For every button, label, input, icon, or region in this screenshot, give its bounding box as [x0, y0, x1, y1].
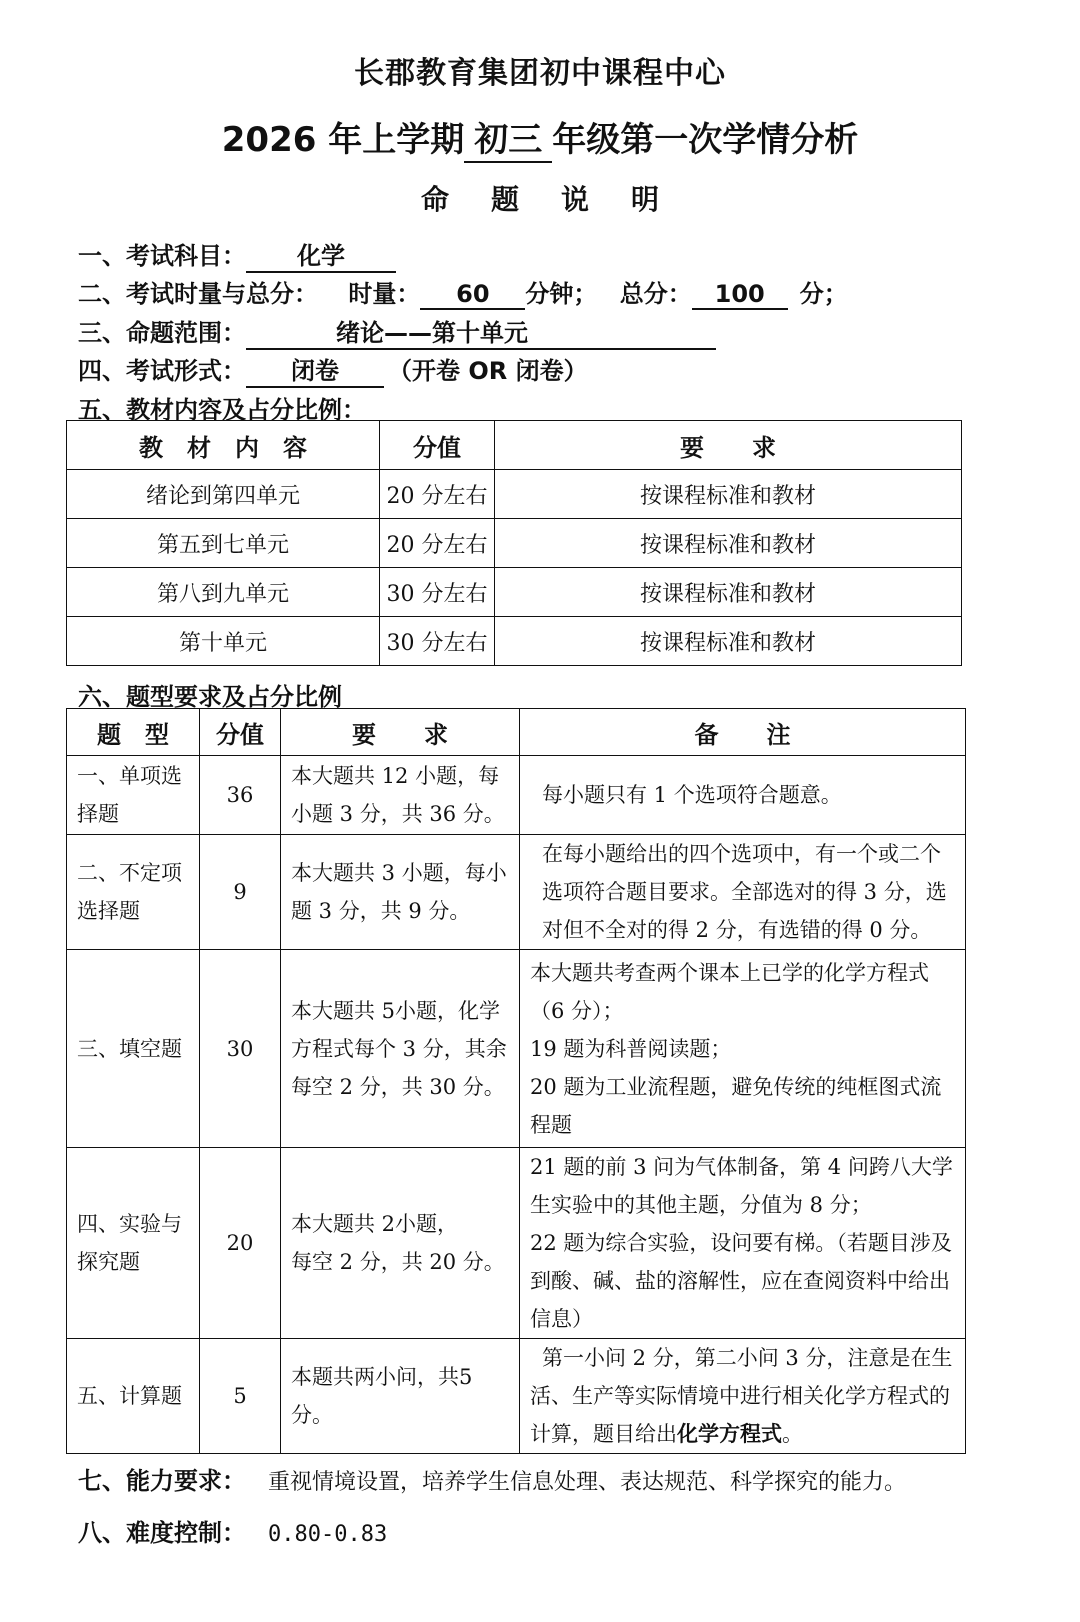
- cell-requirement: 按课程标准和教材: [495, 617, 962, 666]
- total-word: 总分：: [619, 280, 692, 308]
- table-row: [67, 950, 966, 1148]
- doc-title-char: 命: [420, 183, 449, 216]
- table-header-row: [67, 709, 966, 756]
- note-bold: 化学方程式: [677, 1421, 782, 1446]
- cell-score: 20 分左右: [380, 519, 495, 568]
- cell-score: 30: [200, 950, 281, 1148]
- header-requirement: 要 求: [495, 421, 962, 470]
- header-score: 分值: [200, 709, 281, 756]
- cell-score: 30 分左右: [380, 617, 495, 666]
- form-note: （开卷 OR 闭卷）: [388, 357, 588, 385]
- cell-type: 三、填空题: [67, 950, 200, 1148]
- time-line: [78, 274, 848, 310]
- cell-score: 30 分左右: [380, 568, 495, 617]
- note-text: 第一小问 2 分，第二小问 3 分，注意是在生活、生产等实际情境中进行相关化学方程式的计算，题目给出: [530, 1346, 953, 1446]
- exam-title: [0, 112, 1080, 163]
- time-unit: 分钟；: [525, 280, 598, 308]
- cell-content: 绪论到第四单元: [67, 470, 380, 519]
- table-row: [67, 617, 962, 666]
- exam-grade: 初三: [464, 112, 552, 163]
- cell-score: 9: [200, 835, 281, 950]
- cell-score: 5: [200, 1339, 281, 1454]
- time-word: 时量：: [348, 280, 421, 308]
- cell-type: 一、单项选择题: [67, 756, 200, 835]
- cell-note: 每小题只有 1 个选项符合题意。: [520, 756, 966, 835]
- cell-content: 第五到七单元: [67, 519, 380, 568]
- header-score: 分值: [380, 421, 495, 470]
- header-requirement: 要 求: [281, 709, 520, 756]
- note-line: 20 题为工业流程题，避免传统的纯框图式流程题: [530, 1074, 942, 1137]
- cell-requirement: [281, 1148, 520, 1339]
- table-row: [67, 1339, 966, 1454]
- cell-type: 五、计算题: [67, 1339, 200, 1454]
- cell-requirement: 本大题共 5小题，化学方程式每个 3 分，其余每空 2 分，共 30 分。: [281, 950, 520, 1148]
- cell-score: 20 分左右: [380, 470, 495, 519]
- cell-requirement: 本题共两小问，共5分。: [281, 1339, 520, 1454]
- table-row: [67, 568, 962, 617]
- question-type-table: [66, 708, 966, 1454]
- table-row: [67, 519, 962, 568]
- section6-title: 六、题型要求及占分比例: [78, 683, 342, 711]
- section7-label: 七、能力要求：: [78, 1467, 246, 1495]
- table-row: [67, 835, 966, 950]
- cell-score: 36: [200, 756, 281, 835]
- doc-title: [0, 178, 1080, 218]
- form-label: 四、考试形式：: [78, 357, 246, 385]
- section7: [78, 1461, 906, 1496]
- cell-requirement: 本大题共 3 小题，每小题 3 分，共 9 分。: [281, 835, 520, 950]
- org-title: 长郡教育集团初中课程中心: [354, 56, 726, 91]
- scope-line: [78, 313, 716, 350]
- req-line: 本大题共 2小题，: [291, 1212, 459, 1236]
- header-type: 题 型: [67, 709, 200, 756]
- scope-label: 三、命题范围：: [78, 319, 246, 347]
- note-end: 。: [782, 1422, 803, 1446]
- section8-label: 八、难度控制：: [78, 1519, 246, 1547]
- doc-title-char: 题: [490, 183, 519, 216]
- note-line: 21 题的前 3 问为气体制备，第 4 问跨八大学生实验中的其他主题，分值为 8 分；: [530, 1155, 953, 1217]
- doc-title-char: 说: [561, 183, 590, 216]
- content-table: [66, 420, 962, 666]
- table-row: [67, 756, 966, 835]
- time-value: 60: [420, 280, 525, 310]
- doc-title-char: 明: [631, 183, 660, 216]
- cell-type: 四、实验与探究题: [67, 1148, 200, 1339]
- table-row: [67, 470, 962, 519]
- table-header-row: [67, 421, 962, 470]
- note-line: 22 题为综合实验，设问要有梯。（若题目涉及到酸、碱、盐的溶解性，应在查阅资料中给出信息）: [530, 1231, 952, 1331]
- header-note: 备 注: [520, 709, 966, 756]
- cell-requirement: 本大题共 12 小题，每小题 3 分，共 36 分。: [281, 756, 520, 835]
- cell-note: 在每小题给出的四个选项中，有一个或二个选项符合题目要求。全部选对的得 3 分，选对但不全对的得 2 分，有选错的得 0 分。: [520, 835, 966, 950]
- cell-content: 第十单元: [67, 617, 380, 666]
- header-content: 教 材 内 容: [67, 421, 380, 470]
- subject-line: [78, 236, 396, 273]
- note-line: 本大题共考查两个课本上已学的化学方程式（6 分）；: [530, 960, 929, 1023]
- cell-requirement: 按课程标准和教材: [495, 519, 962, 568]
- req-line: 每空 2 分，共 20 分。: [291, 1250, 505, 1274]
- total-unit: 分；: [799, 280, 848, 308]
- note-line: 19 题为科普阅读题；: [530, 1036, 732, 1061]
- cell-note: [520, 1339, 966, 1454]
- table-row: [67, 1148, 966, 1339]
- subject-value: 化学: [246, 236, 396, 273]
- exam-title-pre: 2026 年上学期: [221, 120, 465, 160]
- scope-value: 绪论——第十单元: [246, 313, 716, 350]
- section7-value: 重视情境设置，培养学生信息处理、表达规范、科学探究的能力。: [268, 1470, 907, 1495]
- section8-value: 0.80-0.83: [268, 1522, 388, 1547]
- exam-title-post: 年级第一次学情分析: [552, 120, 859, 160]
- form-line: [78, 351, 588, 388]
- cell-content: 第八到九单元: [67, 568, 380, 617]
- cell-type: 二、不定项选择题: [67, 835, 200, 950]
- total-value: 100: [692, 280, 788, 310]
- cell-note: [520, 950, 966, 1148]
- section8: [78, 1513, 387, 1548]
- cell-note: [520, 1148, 966, 1339]
- cell-requirement: 按课程标准和教材: [495, 470, 962, 519]
- form-value: 闭卷: [246, 351, 384, 388]
- subject-label: 一、考试科目：: [78, 242, 246, 270]
- cell-requirement: 按课程标准和教材: [495, 568, 962, 617]
- cell-score: 20: [200, 1148, 281, 1339]
- section5-title: 五、教材内容及占分比例：: [78, 396, 366, 424]
- time-label: 二、考试时量与总分：: [78, 280, 318, 308]
